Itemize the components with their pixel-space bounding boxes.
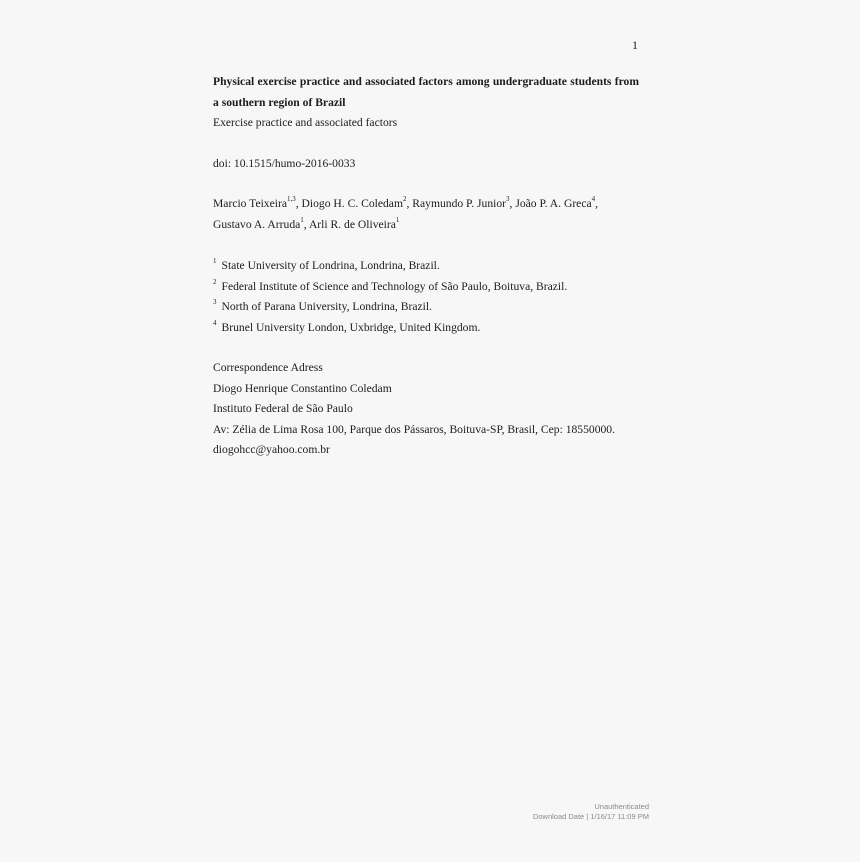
affiliation-number: 4 — [213, 318, 217, 327]
author-affiliation-marker: 3 — [506, 195, 510, 204]
correspondence-heading: Correspondence Adress — [213, 361, 323, 374]
author-name: Raymundo P. Junior — [412, 197, 507, 210]
author-affiliation-marker: 1,3 — [286, 195, 296, 204]
doi[interactable]: doi: 10.1515/humo-2016-0033 — [213, 156, 356, 170]
author-name: Marcio Teixeira — [213, 197, 287, 210]
affiliation-text: Brunel University London, Uxbridge, United Kingdom. — [221, 320, 481, 334]
authentication-status: Unauthenticated — [594, 802, 649, 811]
author-separator: , — [406, 197, 413, 210]
affiliation-item — [213, 256, 639, 277]
affiliation-text: Federal Institute of Science and Technology of São Paulo, Boituva, Brazil. — [221, 279, 568, 293]
author-separator: , — [595, 197, 599, 210]
author-name: Arli R. de Oliveira — [308, 217, 396, 231]
author-name: Gustavo A. Arruda — [213, 217, 301, 231]
correspondence-block — [213, 358, 639, 461]
author-name: Diogo H. C. Coledam — [301, 197, 403, 210]
title-page-content — [213, 71, 639, 461]
author-affiliation-marker: 2 — [402, 195, 407, 204]
affiliation-text: State University of Londrina, Londrina, Brazil. — [221, 259, 440, 272]
author-list — [213, 194, 639, 235]
download-footer — [533, 802, 649, 822]
correspondence-institution: Instituto Federal de São Paulo — [213, 402, 353, 415]
author-separator: , — [509, 197, 516, 210]
author-line-1 — [213, 194, 639, 215]
affiliation-number: 2 — [213, 277, 217, 286]
affiliation-number: 3 — [213, 298, 217, 307]
affiliation-list — [213, 256, 639, 338]
paper-title: Physical exercise practice and associated factors among undergraduate students from a southern region of Brazil — [213, 75, 639, 109]
author-affiliation-marker: 1 — [395, 215, 400, 224]
author-line-2 — [213, 215, 639, 236]
author-name: João P. A. Greca — [515, 197, 592, 210]
running-title: Exercise practice and associated factors — [213, 116, 398, 129]
affiliation-item — [213, 297, 639, 318]
author-affiliation-marker: 4 — [591, 195, 596, 204]
correspondence-address: Av: Zélia de Lima Rosa 100, Parque dos Pássaros, Boituva-SP, Brasil, Cep: 18550000. — [213, 422, 615, 436]
page-number: 1 — [632, 38, 638, 52]
correspondence-email[interactable]: diogohcc@yahoo.com.br — [213, 443, 330, 456]
affiliation-item — [213, 318, 639, 339]
download-date: Download Date | 1/16/17 11:09 PM — [532, 812, 649, 821]
affiliation-item — [213, 277, 639, 298]
affiliation-text: North of Parana University, Londrina, Brazil. — [221, 300, 432, 313]
author-separator: , — [303, 217, 309, 231]
author-affiliation-marker: 1 — [300, 215, 304, 224]
author-separator: , — [295, 197, 302, 210]
correspondence-name: Diogo Henrique Constantino Coledam — [213, 381, 392, 395]
affiliation-number: 1 — [213, 257, 217, 266]
